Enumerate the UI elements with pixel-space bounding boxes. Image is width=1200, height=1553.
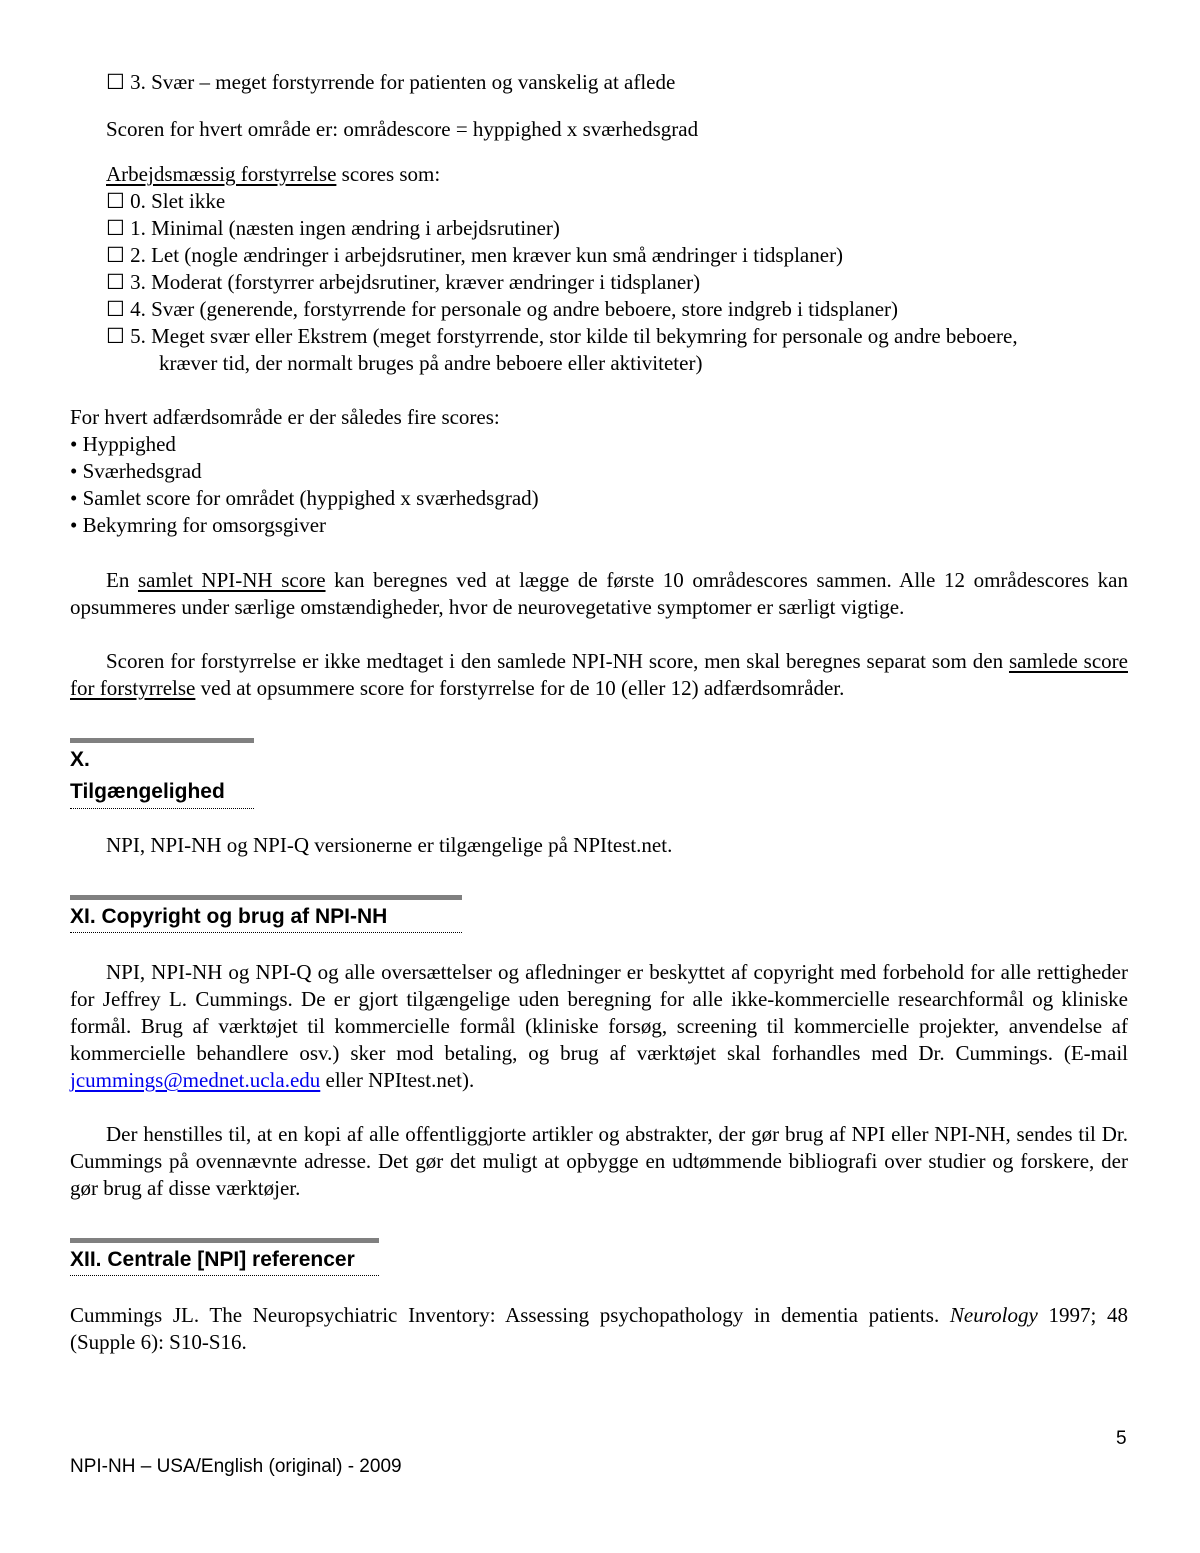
email-link[interactable]: jcummings@mednet.ucla.edu	[70, 1068, 321, 1092]
reference-journal: Neurology	[949, 1303, 1038, 1327]
bullet-caregiver-distress: • Bekymring for omsorgsgiver	[70, 513, 327, 537]
disruption-option-5-continuation: kræver tid, der normalt bruges på andre beboere eller aktiviteter)	[159, 351, 703, 375]
section-xii-title: XII. Centrale [NPI] referencer	[70, 1245, 379, 1276]
disruption-option-1: ☐ 1. Minimal (næsten ingen ændring i arbejdsrutiner)	[106, 216, 560, 240]
disruption-option-0: ☐ 0. Slet ikke	[106, 189, 226, 213]
disruption-heading	[70, 161, 440, 188]
section-x-text: NPI, NPI-NH og NPI-Q versionerne er tilgængelige på NPItest.net.	[106, 833, 673, 857]
severity-item-3: ☐ 3. Svær – meget forstyrrende for patienten og vanskelig at aflede	[106, 70, 676, 94]
disruption-option-4: ☐ 4. Svær (generende, forstyrrende for personale og andre beboere, store indgreb i tidsplaner)	[106, 297, 899, 321]
disruption-option-3: ☐ 3. Moderat (forstyrrer arbejdsrutiner, kræver ændringer i tidsplaner)	[106, 270, 701, 294]
section-xi-rule	[70, 895, 462, 900]
bibliography-paragraph: Der henstilles til, at en kopi af alle offentliggjorte artikler og abstrakter, der gør brug af NPI eller NPI-NH, sendes til Dr. Cummings på ovennævnte adresse. Det gør det muligt at opbygge en udtømmende bibliografi over studier og forskere, der gør brug af disse værktøjer.	[70, 1122, 1128, 1200]
bullet-total: • Samlet score for området (hyppighed x sværhedsgrad)	[70, 486, 539, 510]
disruption-label-suffix: scores som:	[336, 162, 441, 186]
score-formula: Scoren for hvert område er: områdescore = hyppighed x sværhedsgrad	[106, 117, 699, 141]
total-score-term: samlet NPI-NH score	[137, 568, 326, 592]
section-xii-rule	[70, 1238, 379, 1243]
section-x-heading	[70, 744, 254, 809]
footer-text: NPI-NH – USA/English (original) - 2009	[70, 1456, 402, 1477]
four-scores-intro: For hvert adfærdsområde er der således fire scores:	[70, 405, 500, 429]
total-score-paragraph: En samlet NPI-NH score kan beregnes ved at lægge de første 10 områdescores sammen. Alle 12 områdescores kan opsummeres under særlige omstændigheder, hvor de neurovegetative symptomer er særligt vigtige.	[70, 568, 1128, 619]
bullet-frequency: • Hyppighed	[70, 432, 176, 456]
section-xi-title: XI. Copyright og brug af NPI-NH	[70, 902, 462, 933]
page-number: 5	[1116, 1428, 1127, 1449]
disruption-score-paragraph: Scoren for forstyrrelse er ikke medtaget i den samlede NPI-NH score, men skal beregnes separat som den samlede score for forstyrrelse ved at opsummere score for forstyrrelse for de 10 (eller 12) adfærdsområder.	[70, 649, 1128, 700]
section-x-title: Tilgængelighed	[70, 780, 225, 803]
disruption-option-5: ☐ 5. Meget svær eller Ekstrem (meget forstyrrende, stor kilde til bekymring for personale og andre beboere,	[106, 324, 1018, 348]
copyright-paragraph: NPI, NPI-NH og NPI-Q og alle oversættelser og afledninger er beskyttet af copyright med forbehold for alle rettigheder for Jeffrey L. Cummings. De er gjort tilgængelige uden beregning for alle ikke-kommercielle researchformål og kliniske formål. Brug af værktøjet til kommercielle formål (kliniske forsøg, screening til kommercielle projekter, anvendelse af kommercielle behandlere osv.) sker mod betaling, og brug af værktøjet skal forhandles med Dr. Cummings. (E-mail jcummings@mednet.ucla.edu eller NPItest.net).	[70, 960, 1128, 1092]
disruption-score-term: samlede score for forstyrrelse	[70, 649, 1128, 700]
section-x-rule	[70, 738, 254, 743]
reference-entry: Cummings JL. The Neuropsychiatric Inventory: Assessing psychopathology in dementia patients. Neurology 1997; 48 (Supple 6): S10-S16.	[70, 1303, 1128, 1354]
disruption-label: Arbejdsmæssig forstyrrelse	[106, 162, 337, 186]
section-x-number: X.	[70, 748, 90, 771]
bullet-severity: • Sværhedsgrad	[70, 459, 202, 483]
disruption-option-2: ☐ 2. Let (nogle ændringer i arbejdsrutiner, men kræver kun små ændringer i tidsplaner)	[106, 243, 844, 267]
